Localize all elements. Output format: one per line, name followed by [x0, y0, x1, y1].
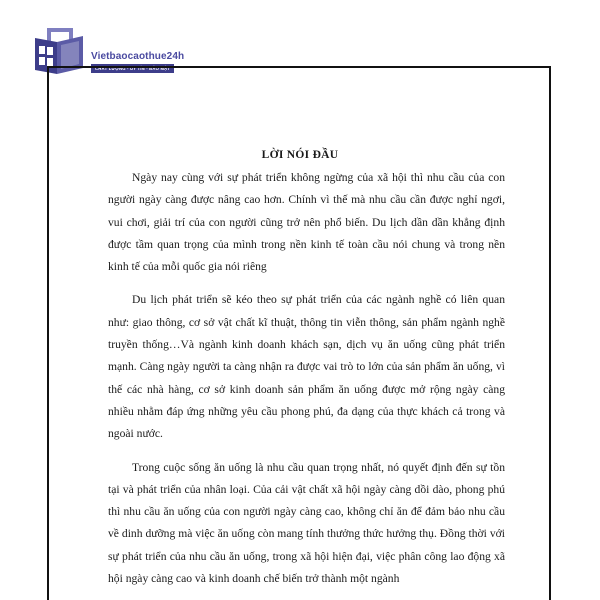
document-title: LỜI NÓI ĐẦU [261, 149, 339, 161]
paragraph-2: Du lịch phát triển sẽ kéo theo sự phát triển của các ngành nghề có liên quan như: giao thông, cơ sở vật chất kĩ thuật, thông tin viễn thông, sản phẩm ngành nghề truyền thống…Và ngành kinh doanh khách sạn, dịch vụ ăn uống cũng phát triển mạnh. Càng ngày người ta càng nhận ra được vai trò to lớn của sản phẩm ăn uống, vì thế các nhà hàng, cơ sở kinh doanh sản phẩm ăn uống được mở rộng ngày càng nhiều nhằm đáp ứng những yêu cầu phong phú, đa dạng của thực khách cả trong và ngoài nước. [108, 293, 505, 441]
document-body [108, 167, 505, 600]
paragraph-3: Trong cuộc sống ăn uống là nhu cầu quan trọng nhất, nó quyết định đến sự tồn tại và phát triển của nhân loại. Của cải vật chất xã hội ngày càng dồi dào, phong phú thì nhu cầu ăn uống của con người ngày càng cao, không chỉ ăn để đảm bảo nhu cầu về dinh dưỡng mà việc ăn uống còn mang tính thưởng thức hưởng thụ. Đồng thời với sự phát triển của nhu cầu ăn uống, trong xã hội hiện đại, việc phân công lao động xã hội ngày càng cao và kinh doanh chế biến trở thành một ngành [108, 460, 505, 586]
logo-brand-name: Vietbaocaothue24h [91, 51, 185, 62]
paragraph-1: Ngày nay cùng với sự phát triển không ngừng của xã hội thì nhu cầu của con người ngày càng được nâng cao hơn. Chính vì thế mà nhu cầu cần được nghỉ ngơi, vui chơi, giải trí của con người cũng trở nên phổ biến. Du lịch dần dần khẳng định được tầm quan trọng của mình trong nền kinh tế toàn cầu nói chung và trong nền kinh tế của mỗi quốc gia nói riêng [108, 171, 505, 274]
logo-tagline: CHẤT LƯỢNG - UY TÍN - BẢO MẬT [91, 64, 174, 73]
